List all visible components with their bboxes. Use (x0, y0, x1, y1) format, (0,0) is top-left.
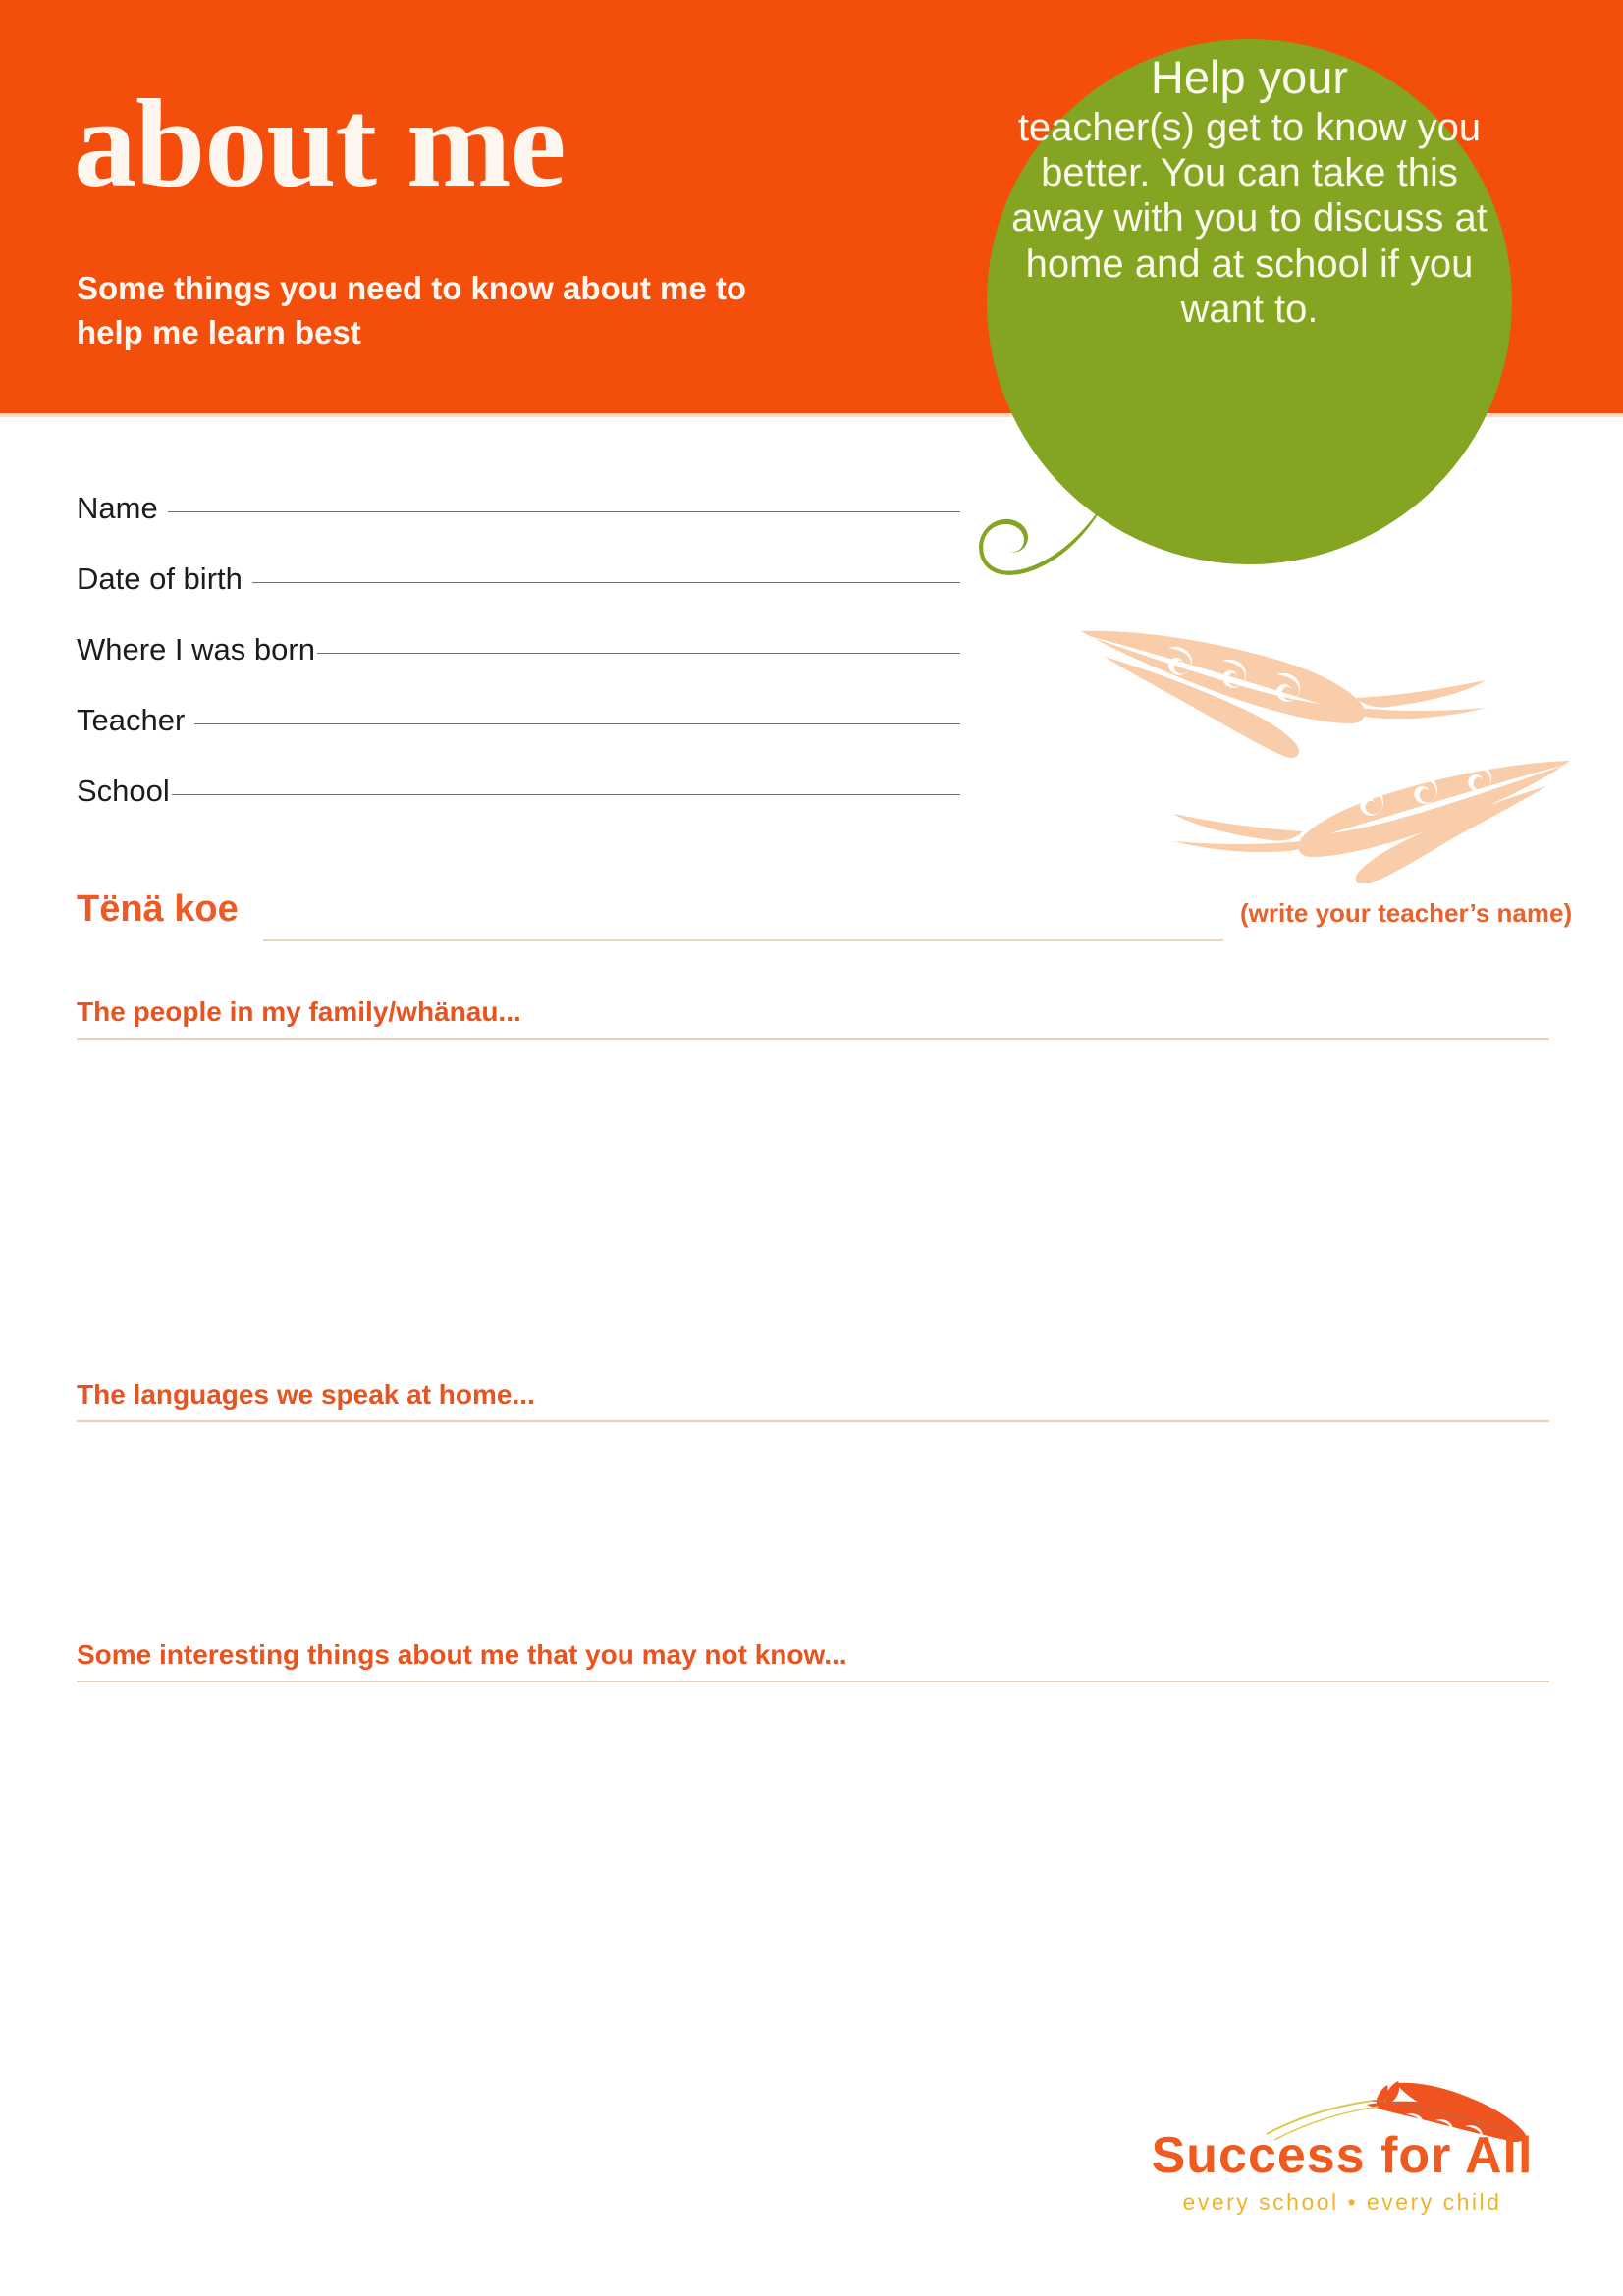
callout-speech-bubble (987, 39, 1512, 614)
identity-form (77, 491, 960, 844)
page-title: about me (74, 74, 566, 213)
form-input-teacher[interactable] (194, 723, 960, 724)
section-heading-languages-at-home: The languages we speak at home... (77, 1379, 535, 1410)
section-heading-interesting-things: Some interesting things about me that you may not know... (77, 1639, 847, 1670)
form-row-teacher (77, 703, 960, 774)
form-row-date-of-birth (77, 561, 960, 632)
section-answer-languages-at-home[interactable] (77, 1422, 1549, 1423)
form-label-name: Name (77, 491, 158, 525)
form-label-school: School (77, 774, 170, 808)
greeting-teacher-name-input[interactable] (263, 939, 1223, 941)
form-label-date-of-birth: Date of birth (77, 561, 243, 596)
section-languages-at-home (77, 1379, 1549, 1423)
form-input-date-of-birth[interactable] (252, 582, 960, 583)
section-family-whanau (77, 996, 1549, 1041)
form-row-name (77, 491, 960, 561)
section-heading-family-whanau: The people in my family/whänau... (77, 996, 521, 1027)
section-answer-interesting-things[interactable] (77, 1682, 1549, 1683)
callout-text (1008, 51, 1490, 332)
form-row-school (77, 774, 960, 844)
callout-lead-text: Help your (1150, 51, 1349, 103)
form-label-where-i-was-born: Where I was born (77, 632, 315, 667)
form-input-name[interactable] (168, 511, 960, 512)
greeting-row (77, 888, 1573, 947)
form-label-teacher: Teacher (77, 703, 186, 737)
section-answer-family-whanau[interactable] (77, 1040, 1549, 1041)
section-interesting-things (77, 1639, 1549, 1683)
callout-body-text: teacher(s) get to know you better. You can take this away with you to discuss at home and at school if you want to. (1011, 105, 1488, 331)
greeting-hint-text: (write your teacher’s name) (1240, 898, 1573, 928)
form-input-where-i-was-born[interactable] (317, 653, 960, 654)
success-for-all-logo (1151, 2079, 1534, 2236)
form-input-school[interactable] (172, 794, 960, 795)
logo-tagline: every school • every child (1182, 2189, 1502, 2215)
greeting-label: Tënä koe (77, 888, 239, 930)
page-subtitle: Some things you need to know about me to help me learn best (77, 270, 747, 350)
form-row-where-i-was-born (77, 632, 960, 703)
feather-decoration-secondary-icon (1163, 741, 1576, 883)
logo-wordmark: Success for All (1151, 2127, 1534, 2184)
